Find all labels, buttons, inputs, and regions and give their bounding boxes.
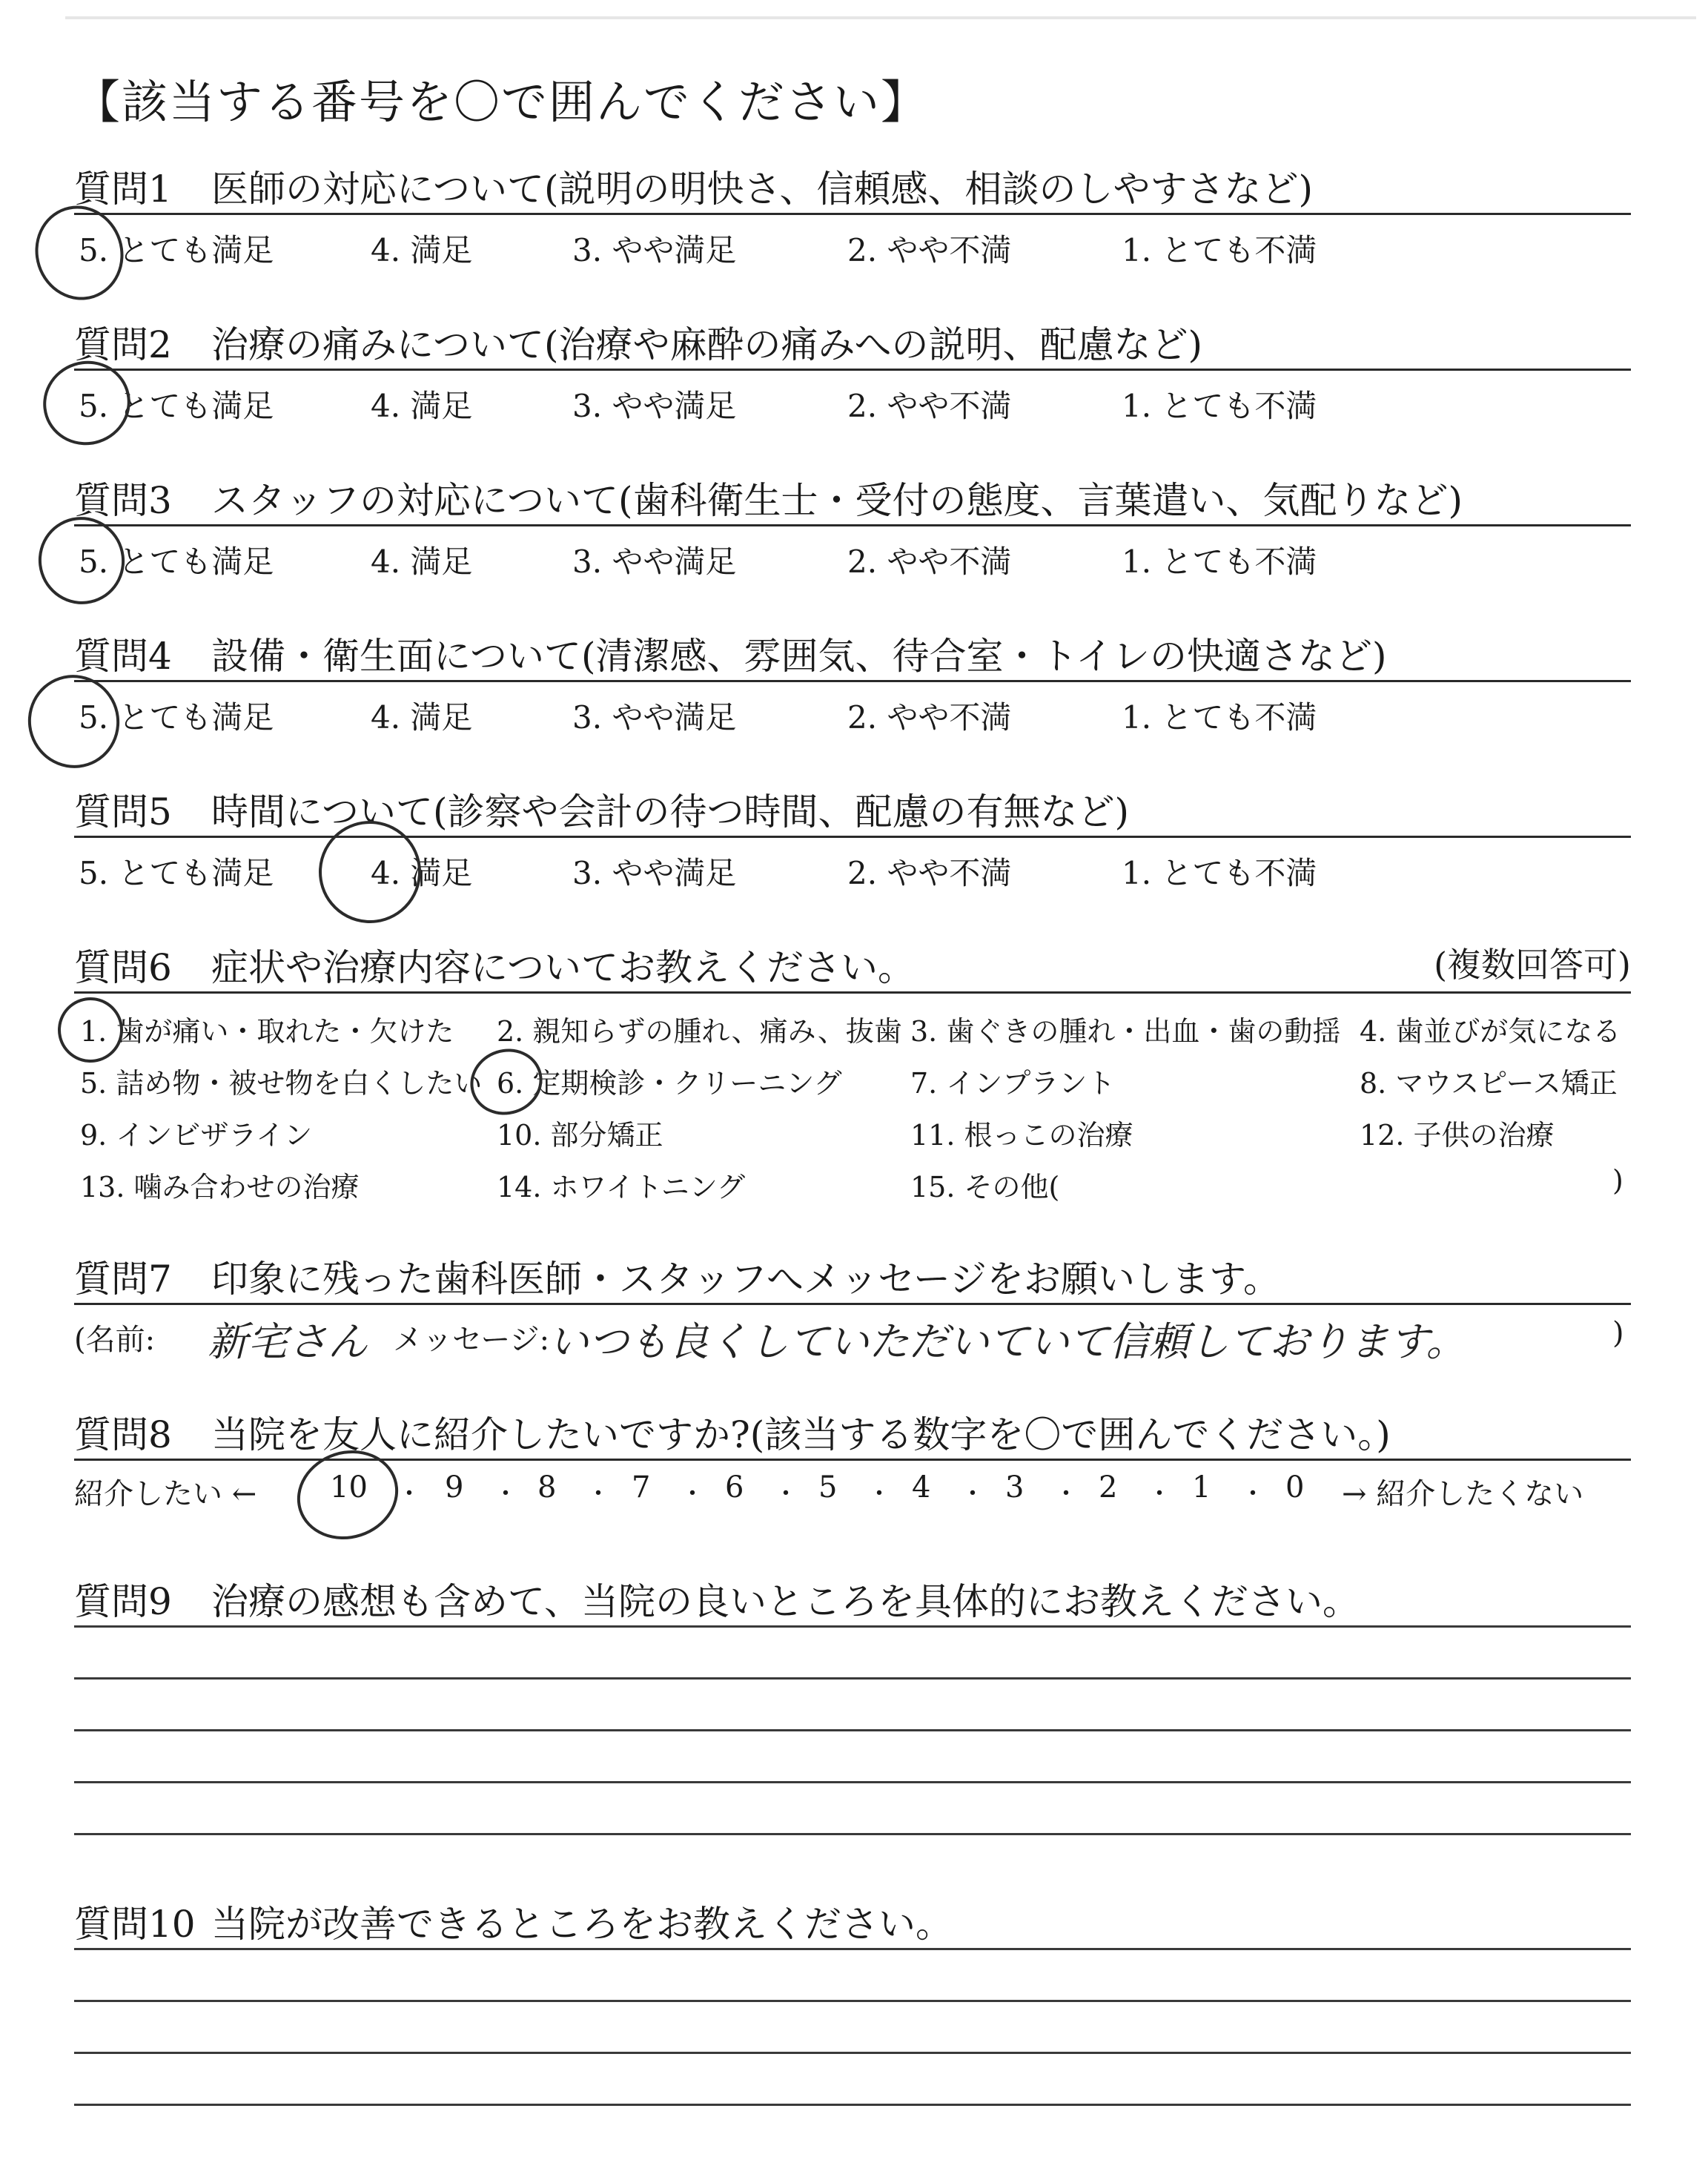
answer-line[interactable] <box>74 1948 1631 1950</box>
option-3[interactable]: 3. やや満足 <box>572 388 737 424</box>
question-number: 質問5 <box>74 790 172 833</box>
option-1[interactable]: 1. とても不満 <box>1122 388 1317 424</box>
option-4[interactable]: 4. 満足 <box>371 388 473 424</box>
option-4[interactable]: 4. 満足 <box>371 855 473 891</box>
option-4[interactable]: 4. 満足 <box>371 544 473 580</box>
scale-dot: ・ <box>1053 1479 1079 1509</box>
option-3[interactable]: 3. やや満足 <box>572 544 737 580</box>
option-1[interactable]: 1. とても不満 <box>1122 855 1317 891</box>
message-label: メッセージ: <box>393 1323 550 1357</box>
answer-line[interactable] <box>74 2104 1631 2106</box>
question-number: 質問4 <box>74 635 172 678</box>
symptom-option-12[interactable]: 12. 子供の治療 <box>1360 1119 1555 1152</box>
option-1[interactable]: 1. とても不満 <box>1122 699 1317 736</box>
scale-3[interactable]: 3 <box>1005 1470 1025 1505</box>
option-2[interactable]: 2. やや不満 <box>847 699 1012 736</box>
answer-line[interactable] <box>74 1677 1631 1680</box>
option-3[interactable]: 3. やや満足 <box>572 232 737 268</box>
symptom-option-1[interactable]: 1. 歯が痛い・取れた・欠けた <box>80 1015 454 1048</box>
option-4[interactable]: 4. 満足 <box>371 699 473 736</box>
question-number: 質問1 <box>74 168 172 211</box>
symptom-option-3[interactable]: 3. 歯ぐきの腫れ・出血・歯の動揺 <box>910 1015 1341 1048</box>
scale-6[interactable]: 6 <box>725 1470 744 1505</box>
answer-line[interactable] <box>74 2052 1631 2054</box>
scale-dot: ・ <box>773 1479 798 1509</box>
scale-2[interactable]: 2 <box>1099 1470 1118 1505</box>
option-2[interactable]: 2. やや不満 <box>847 855 1012 891</box>
option-5[interactable]: 5. とても満足 <box>79 388 274 424</box>
symptom-option-6[interactable]: 6. 定期検診・クリーニング <box>497 1067 842 1100</box>
question-text: 設備・衛生面について(清潔感、雰囲気、待合室・トイレの快適さなど) <box>211 635 1387 678</box>
question-7 <box>74 1249 1631 1368</box>
question-8 <box>74 1405 1631 1516</box>
other-close-paren: ) <box>1612 1164 1623 1197</box>
question-8-title <box>74 1405 1391 1459</box>
message-close-paren: ) <box>1612 1316 1624 1350</box>
scale-dot: ・ <box>1240 1479 1265 1509</box>
question-text: 医師の対応について(説明の明快さ、信頼感、相談のしやすさなど) <box>211 168 1314 211</box>
scale-dot: ・ <box>397 1479 422 1509</box>
page-title: 【該当する番号を〇で囲んでください】 <box>74 75 929 129</box>
symptom-option-4[interactable]: 4. 歯並びが気になる <box>1360 1015 1621 1048</box>
scale-dot: ・ <box>680 1479 705 1509</box>
question-number: 質問8 <box>74 1413 172 1456</box>
question-rule <box>74 836 1631 838</box>
scale-dot: ・ <box>586 1479 611 1509</box>
question-2-title <box>74 315 1202 369</box>
option-2[interactable]: 2. やや不満 <box>847 544 1012 580</box>
question-10 <box>74 1895 1631 2147</box>
recommend-right-label: → 紹介したくない <box>1342 1477 1584 1511</box>
symptom-option-10[interactable]: 10. 部分矯正 <box>497 1119 663 1152</box>
multiple-answers-note: (複数回答可) <box>1434 945 1631 985</box>
question-text: 印象に残った歯科医師・スタッフへメッセージをお願いします。 <box>211 1258 1280 1301</box>
symptom-option-8[interactable]: 8. マウスピース矯正 <box>1360 1067 1618 1100</box>
question-6 <box>74 938 1631 1205</box>
option-4[interactable]: 4. 満足 <box>371 232 473 268</box>
scale-dot: ・ <box>960 1479 985 1509</box>
question-rule <box>74 1303 1631 1305</box>
recommend-left-label: 紹介したい ← <box>74 1477 257 1511</box>
message-value[interactable]: いつも良くしていただいていて信頼しております。 <box>549 1318 1466 1365</box>
scale-5[interactable]: 5 <box>818 1470 838 1505</box>
scale-4[interactable]: 4 <box>912 1470 931 1505</box>
scale-dot: ・ <box>493 1479 518 1509</box>
question-4 <box>74 627 1631 738</box>
scale-10[interactable]: 10 <box>330 1470 368 1505</box>
option-5[interactable]: 5. とても満足 <box>79 232 274 268</box>
question-6-title <box>74 938 915 991</box>
option-5[interactable]: 5. とても満足 <box>79 544 274 580</box>
answer-line[interactable] <box>74 1625 1631 1628</box>
option-3[interactable]: 3. やや満足 <box>572 699 737 736</box>
question-text: 時間について(診察や会計の待つ時間、配慮の有無など) <box>211 790 1130 833</box>
symptom-option-9[interactable]: 9. インビザライン <box>80 1119 313 1152</box>
question-rule <box>74 213 1631 215</box>
option-2[interactable]: 2. やや不満 <box>847 388 1012 424</box>
option-3[interactable]: 3. やや満足 <box>572 855 737 891</box>
scale-9[interactable]: 9 <box>445 1470 464 1505</box>
question-1-title <box>74 159 1313 213</box>
question-5 <box>74 782 1631 894</box>
question-number: 質問6 <box>74 946 172 989</box>
option-5[interactable]: 5. とても満足 <box>79 855 274 891</box>
question-rule <box>74 680 1631 682</box>
option-1[interactable]: 1. とても不満 <box>1122 232 1317 268</box>
question-number: 質問9 <box>74 1580 172 1623</box>
question-3-title <box>74 471 1463 524</box>
symptom-option-7[interactable]: 7. インプラント <box>910 1067 1116 1100</box>
question-9-title <box>74 1572 1360 1625</box>
question-number: 質問10 <box>74 1903 196 1946</box>
answer-line[interactable] <box>74 2000 1631 2002</box>
question-text: スタッフの対応について(歯科衛生士・受付の態度、言葉遣い、気配りなど) <box>211 479 1463 522</box>
symptom-option-2[interactable]: 2. 親知らずの腫れ、痛み、抜歯 <box>497 1015 902 1048</box>
question-10-title <box>74 1895 953 1948</box>
scale-dot: ・ <box>867 1479 892 1509</box>
symptom-option-14[interactable]: 14. ホワイトニング <box>497 1171 746 1203</box>
option-1[interactable]: 1. とても不満 <box>1122 544 1317 580</box>
option-5[interactable]: 5. とても満足 <box>79 699 274 736</box>
answer-line[interactable] <box>74 1781 1631 1783</box>
answer-line[interactable] <box>74 1729 1631 1731</box>
question-text: 当院が改善できるところをお教えください。 <box>211 1903 953 1946</box>
question-5-title <box>74 782 1129 836</box>
scan-edge-line <box>65 16 1696 19</box>
question-1 <box>74 159 1631 271</box>
symptom-option-11[interactable]: 11. 根っこの治療 <box>910 1119 1133 1152</box>
scale-7[interactable]: 7 <box>632 1470 651 1505</box>
question-rule <box>74 991 1631 994</box>
name-value[interactable]: 新宅さん <box>208 1318 368 1365</box>
question-4-title <box>74 627 1387 680</box>
question-number: 質問7 <box>74 1258 172 1301</box>
scale-8[interactable]: 8 <box>537 1470 557 1505</box>
question-3 <box>74 471 1631 582</box>
question-7-title <box>74 1249 1280 1303</box>
question-number: 質問3 <box>74 479 172 522</box>
question-rule <box>74 524 1631 526</box>
name-label: (名前: <box>74 1323 156 1357</box>
question-number: 質問2 <box>74 323 172 366</box>
scale-1[interactable]: 1 <box>1192 1470 1211 1505</box>
symptom-option-13[interactable]: 13. 噛み合わせの治療 <box>80 1171 360 1203</box>
question-text: 症状や治療内容についてお教えください。 <box>211 946 915 989</box>
question-rule <box>74 369 1631 371</box>
symptom-option-5[interactable]: 5. 詰め物・被せ物を白くしたい <box>80 1067 483 1100</box>
question-2 <box>74 315 1631 426</box>
answer-line[interactable] <box>74 1833 1631 1835</box>
symptom-option-15[interactable]: 15. その他( <box>910 1171 1060 1203</box>
question-text: 治療の感想も含めて、当院の良いところを具体的にお教えください。 <box>211 1580 1360 1623</box>
question-text: 治療の痛みについて(治療や麻酔の痛みへの説明、配慮など) <box>211 323 1203 366</box>
scale-dot: ・ <box>1147 1479 1172 1509</box>
question-text: 当院を友人に紹介したいですか?(該当する数字を〇で囲んでください。) <box>211 1413 1391 1456</box>
question-9 <box>74 1572 1631 1854</box>
question-rule <box>74 1459 1631 1461</box>
scale-0[interactable]: 0 <box>1285 1470 1305 1505</box>
option-2[interactable]: 2. やや不満 <box>847 232 1012 268</box>
